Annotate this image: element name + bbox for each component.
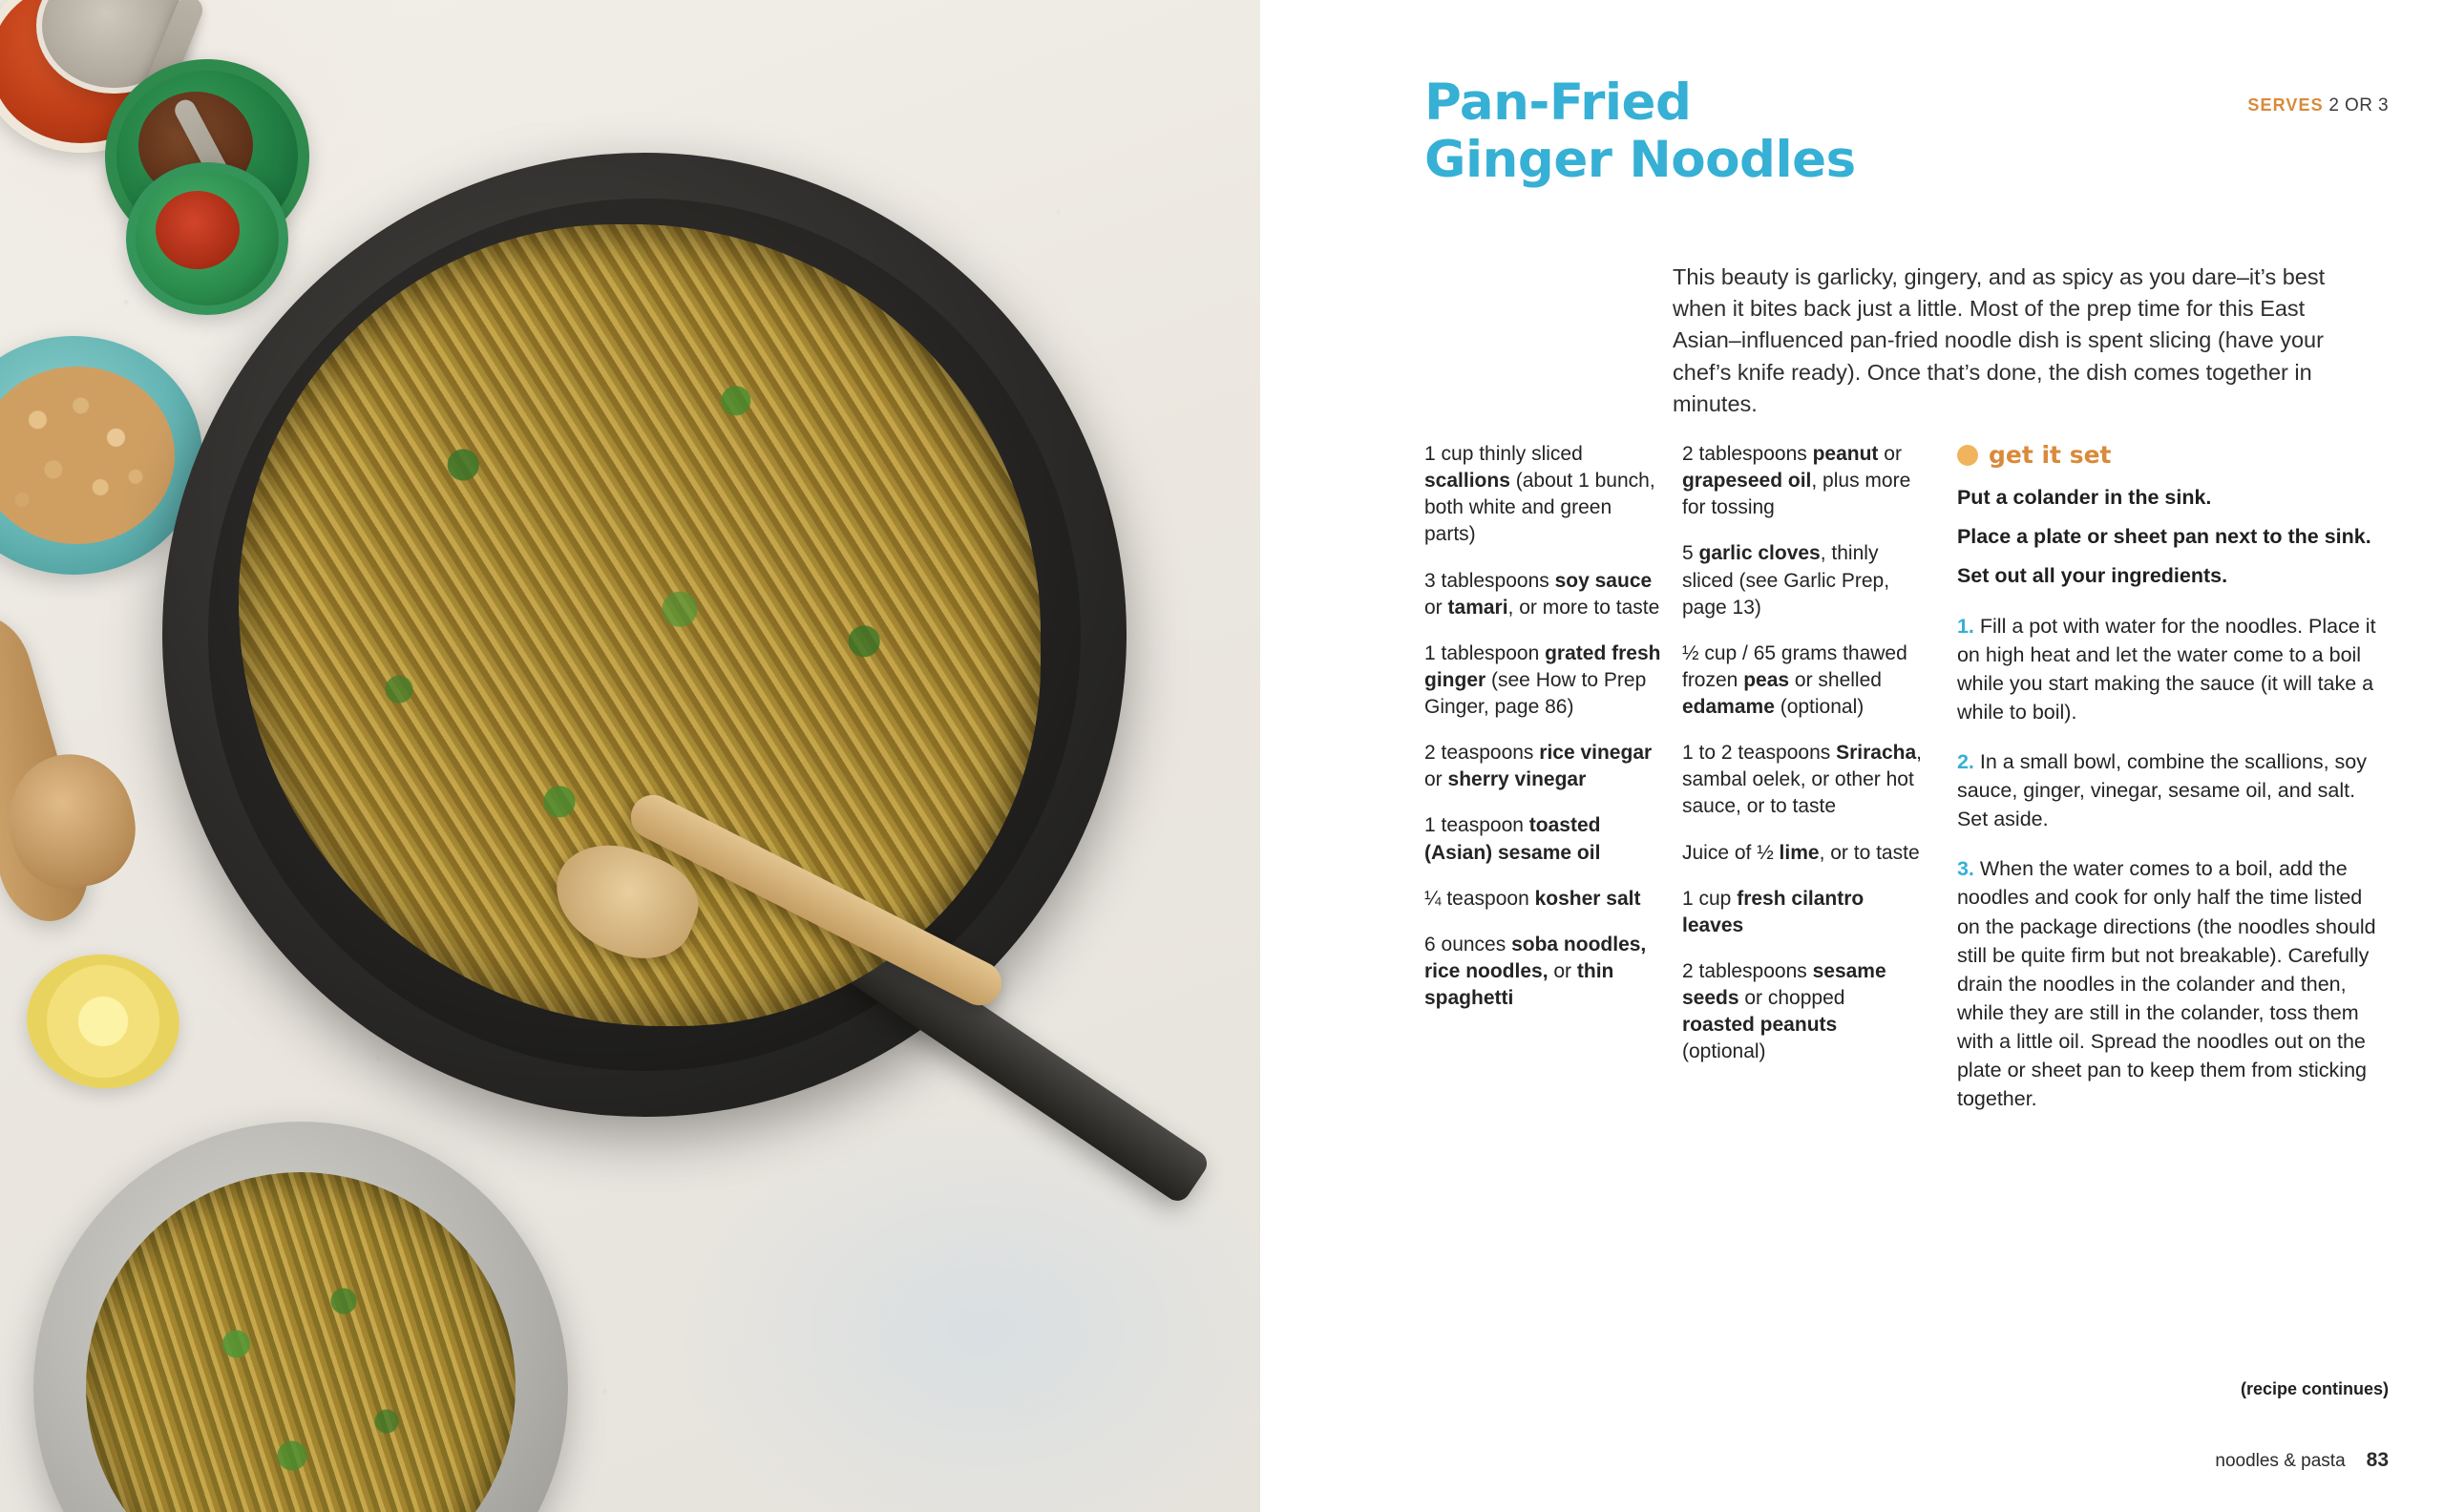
ingredients-column-2 — [1682, 441, 1940, 1134]
step-number: 3. — [1956, 857, 1974, 881]
serves-line — [2247, 95, 2389, 116]
chapter-name: noodles & pasta — [2215, 1451, 2346, 1471]
recipe-continues-note: (recipe continues) — [2240, 1379, 2389, 1398]
ingredient-item: 1 teaspoon toasted (Asian) sesame oil — [1424, 814, 1601, 864]
ingredient-item: 2 teaspoons rice vinegar or sherry vinegar — [1424, 742, 1653, 791]
ingredient-item: 1 to 2 teaspoons Sriracha, sambal oelek, or other hot sauce, or to taste — [1681, 742, 1923, 818]
get-it-set-title: get it set — [1988, 441, 2112, 469]
recipe-columns — [1424, 441, 2389, 1134]
serves-label: SERVES — [2247, 95, 2324, 115]
recipe-text-page — [1260, 0, 2444, 1512]
page-footer — [2215, 1449, 2389, 1472]
ingredient-item: Juice of ½ lime, or to taste — [1681, 841, 1920, 864]
method-step: 2. In a small bowl, combine the scallions, soy sauce, ginger, vinegar, sesame oil, and salt. Set aside. — [1956, 750, 2367, 831]
page-title: Pan-Fried Ginger Noodles — [1424, 74, 1856, 190]
ingredient-item: ¼ teaspoon kosher salt — [1424, 887, 1641, 910]
ingredient-item: 3 tablespoons soy sauce or tamari, or more to taste — [1424, 569, 1660, 619]
setup-line: Place a plate or sheet pan next to the sink. — [1956, 525, 2371, 549]
setup-lines — [1957, 484, 2389, 591]
method-step: 1. Fill a pot with water for the noodles. Place it on high heat and let the water come to a boil while you start making the sauce (it will take a while to boil). — [1956, 614, 2376, 724]
ingredient-list-1 — [1424, 441, 1665, 1012]
title-row — [1424, 74, 2389, 190]
method-column — [1940, 441, 2389, 1134]
serves-value: 2 OR 3 — [2328, 95, 2389, 116]
setup-line: Put a colander in the sink. — [1956, 486, 2212, 509]
step-number: 2. — [1956, 750, 1974, 774]
bullet-dot-icon — [1957, 445, 1978, 466]
ingredient-list-2 — [1682, 441, 1923, 1065]
method-steps — [1957, 612, 2389, 1114]
ingredients-column-1 — [1424, 441, 1682, 1134]
recipe-headnote: This beauty is garlicky, gingery, and as spicy as you dare–it’s best when it bites back just a little. Most of the prep time for this East Asian–influenced pan-fried noodle dish is spent slicing (have your chef’s knife ready). Once that’s done, the dish comes together in minutes. — [1673, 263, 2326, 416]
ingredient-item: 1 cup thinly sliced scallions (about 1 bunch, both white and green parts) — [1424, 443, 1655, 546]
ingredient-item: 5 garlic cloves, thinly sliced (see Garlic Prep, page 13) — [1681, 542, 1890, 619]
page-number: 83 — [2366, 1449, 2389, 1471]
ingredient-item: 1 tablespoon grated fresh ginger (see How to Prep Ginger, page 86) — [1424, 641, 1661, 718]
ingredient-item: 1 cup fresh cilantro leaves — [1681, 887, 1865, 936]
red-bowl-contents — [156, 191, 240, 269]
ingredient-item: 2 tablespoons sesame seeds or chopped roasted peanuts (optional) — [1681, 959, 1886, 1063]
ingredient-item: 2 tablespoons peanut or grapeseed oil, plus more for tossing — [1681, 443, 1911, 519]
get-it-set-heading — [1957, 441, 2389, 469]
ingredient-item: 6 ounces soba noodles, rice noodles, or thin spaghetti — [1424, 933, 1647, 1009]
method-step: 3. When the water comes to a boil, add the noodles and cook for only half the time listed on the package directions (the noodles should still be quite firm but not breakable). Carefully drain the noodles in the colander and then, while they are still in the colander, toss them with a little oil. Spread the noodles out on the plate or sheet pan to keep them from sticking together. — [1956, 857, 2376, 1111]
setup-line: Set out all your ingredients. — [1956, 564, 2228, 588]
ingredient-item: ½ cup / 65 grams thawed frozen peas or shelled edamame (optional) — [1681, 641, 1907, 718]
step-number: 1. — [1956, 614, 1974, 638]
